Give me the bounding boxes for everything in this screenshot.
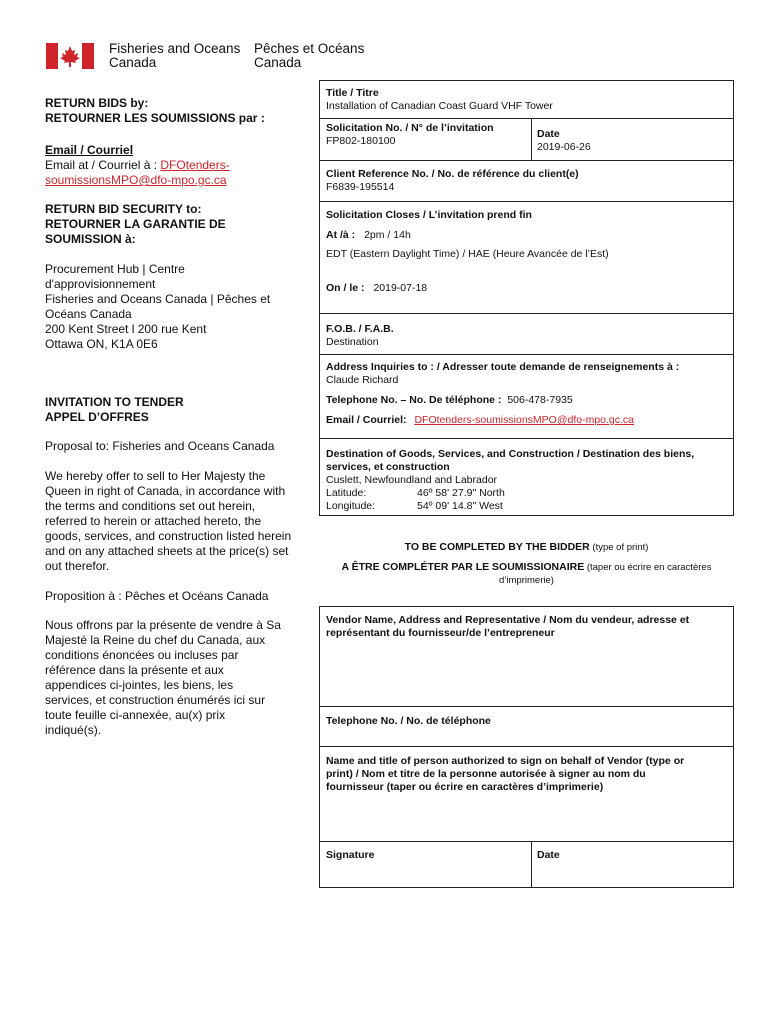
bid-security-line1: RETURN BID SECURITY to: [45, 202, 202, 216]
authorized-line-3: fournisseur (taper ou écrire en caractères d’imprimerie) [326, 781, 604, 793]
destination-label-1: Destination of Goods, Services, and Construction / Destination des biens, [326, 448, 695, 460]
address-line: Océans Canada [45, 307, 132, 321]
email-label: Email / Courriel: [326, 414, 407, 426]
offer-en [45, 469, 291, 574]
closes-label: Solicitation Closes / L’invitation prend fin [326, 209, 532, 221]
offer-en-line: goods, services, and construction listed herein [45, 529, 292, 543]
authorized-person-field[interactable] [326, 755, 728, 794]
timezone: EDT (Eastern Daylight Time) / HAE (Heure Avancée de l’Est) [326, 248, 609, 260]
vendor-field[interactable] [326, 614, 728, 640]
offer-fr-line: référence dans la présente et aux [45, 663, 224, 677]
date-value: 2019-06-26 [537, 141, 591, 153]
destination-place: Cuslett, Newfoundland and Labrador [326, 474, 498, 486]
title-label: Title / Titre [326, 87, 379, 99]
bidder-fr-normal-2: d’imprimerie) [499, 575, 554, 586]
proposal-en: Proposal to: Fisheries and Oceans Canada [45, 439, 275, 453]
org-name-en-line2: Canada [109, 55, 157, 70]
longitude-label: Longitude: [326, 500, 376, 512]
offer-fr [45, 618, 281, 738]
org-name-fr [254, 42, 364, 70]
bidder-fr-bold: A ÊTRE COMPLÉTER PAR LE SOUMISSIONAIRE [341, 561, 585, 573]
address-line: 200 Kent Street l 200 rue Kent [45, 322, 207, 336]
inquiries-label: Address Inquiries to : / Adresser toute demande de renseignements à : [326, 361, 680, 373]
inquiries-email [326, 414, 634, 427]
address-line: Ottawa ON, K1A 0E6 [45, 337, 158, 351]
offer-en-line: referred to herein or attached hereto, the [45, 514, 262, 528]
org-name-en-line1: Fisheries and Oceans [109, 41, 241, 56]
fob-value: Destination [326, 336, 379, 348]
fob-section [326, 323, 394, 349]
closing-time [326, 229, 411, 242]
bid-security-line2: RETOURNER LA GARANTIE DE [45, 217, 226, 231]
date-label: Date [537, 128, 560, 140]
offer-en-line: We hereby offer to sell to Her Majesty the [45, 469, 266, 483]
closing-date [326, 282, 427, 295]
inquiries-value: Claude Richard [326, 374, 399, 386]
at-label: At /à : [326, 229, 356, 241]
solicitation-label: Solicitation No. / N° de l’invitation [326, 122, 494, 134]
title-value: Installation of Canadian Coast Guard VHF Tower [326, 100, 553, 112]
offer-fr-line: services, et construction énumérés ici sur [45, 693, 266, 707]
destination-label-2: services, et construction [326, 461, 450, 473]
phone-value: 506-478-7935 [507, 394, 573, 406]
itt-en: INVITATION TO TENDER [45, 395, 184, 409]
address-line: Fisheries and Oceans Canada | Pêches et [45, 292, 271, 306]
bidder-en-normal: (type of print) [589, 542, 649, 553]
vendor-label-2: représentant du fournisseur/de l’entrepreneur [326, 627, 555, 639]
proposal-fr: Proposition à : Pêches et Océans Canada [45, 589, 269, 603]
client-ref-section [326, 168, 579, 194]
offer-fr-line: conditions énoncées ou incluses par [45, 648, 239, 662]
destination-section [326, 448, 694, 513]
vendor-phone-field[interactable]: Telephone No. / No. de téléphone [326, 715, 491, 727]
email-link[interactable]: DFOtenders-soumissionsMPO@dfo-mpo.gc.ca [414, 414, 635, 426]
return-bids-en: RETURN BIDS by: [45, 96, 149, 110]
bidder-fr-normal-1: (taper ou écrire en caractères [584, 562, 712, 573]
vendor-box [319, 606, 734, 888]
inquiries-section [326, 361, 679, 387]
latitude-value: 46º 58' 27.9" North [417, 487, 505, 499]
offer-en-line: and on any attached sheets at the price(s) set [45, 544, 289, 558]
offer-fr-line: toute feuille ci-annexée, au(x) prix [45, 708, 226, 722]
on-label: On / le : [326, 282, 365, 294]
email-prefix: Email at / Courriel à : [45, 158, 161, 172]
offer-fr-line: Majesté la Reine du chef du Canada, aux [45, 633, 266, 647]
return-address [45, 262, 270, 352]
address-line: d'approvisionnement [45, 277, 156, 291]
date-section [537, 128, 591, 154]
bid-security-line3: SOUMISSION à: [45, 232, 136, 246]
authorized-line-1: Name and title of person authorized to sign on behalf of Vendor (type or [326, 755, 685, 767]
return-bids-fr: RETOURNER LES SOUMISSIONS par : [45, 111, 265, 125]
email-link-part1[interactable]: DFOtenders- [160, 158, 230, 172]
offer-en-line: Queen in right of Canada, in accordance with [45, 484, 286, 498]
itt-fr: APPEL D’OFFRES [45, 410, 149, 424]
title-section [326, 87, 553, 113]
email-link-part2[interactable]: soumissionsMPO@dfo-mpo.gc.ca [45, 173, 227, 187]
bidder-instruction-en [319, 541, 734, 554]
offer-en-line: out therefor. [45, 559, 110, 573]
solicitation-value: FP802-180100 [326, 135, 396, 147]
email-heading: Email / Courriel [45, 143, 134, 157]
itt-heading [45, 395, 184, 425]
latitude-row [326, 487, 694, 500]
signature-date-field[interactable]: Date [537, 849, 560, 861]
fob-label: F.O.B. / F.A.B. [326, 323, 394, 335]
authorized-line-2: print) / Nom et titre de la personne autorisée à signer au nom du [326, 768, 646, 780]
vendor-label-1: Vendor Name, Address and Representative / Nom du vendeur, adresse et [326, 614, 690, 626]
bidder-instruction-fr [319, 561, 734, 587]
return-bids-heading [45, 96, 265, 126]
client-ref-value: F6839-195514 [326, 181, 395, 193]
longitude-row [326, 500, 694, 513]
org-name-en [109, 42, 240, 70]
offer-fr-line: indiqué(s). [45, 723, 102, 737]
bid-security-heading [45, 202, 226, 247]
org-name-fr-line1: Pêches et Océans [254, 41, 365, 56]
org-name-fr-line2: Canada [254, 55, 302, 70]
at-value: 2pm / 14h [364, 229, 411, 241]
phone-label: Telephone No. – No. De téléphone : [326, 394, 502, 406]
longitude-value: 54º 09' 14.8" West [417, 500, 503, 512]
offer-en-line: the terms and conditions set out herein, [45, 499, 256, 513]
canada-flag-icon [46, 43, 94, 69]
signature-field[interactable]: Signature [326, 849, 375, 861]
offer-fr-line: appendices ci-jointes, les biens, les [45, 678, 234, 692]
logo [46, 43, 94, 69]
bidder-en-bold: TO BE COMPLETED BY THE BIDDER [404, 541, 590, 553]
address-line: Procurement Hub | Centre [45, 262, 185, 276]
offer-fr-line: Nous offrons par la présente de vendre à Sa [45, 618, 281, 632]
inquiries-phone [326, 394, 573, 407]
email-block [45, 143, 230, 188]
on-value: 2019-07-18 [373, 282, 428, 294]
client-ref-label: Client Reference No. / No. de référence du client(e) [326, 168, 579, 180]
solicitation-section [326, 122, 494, 148]
latitude-label: Latitude: [326, 487, 367, 499]
